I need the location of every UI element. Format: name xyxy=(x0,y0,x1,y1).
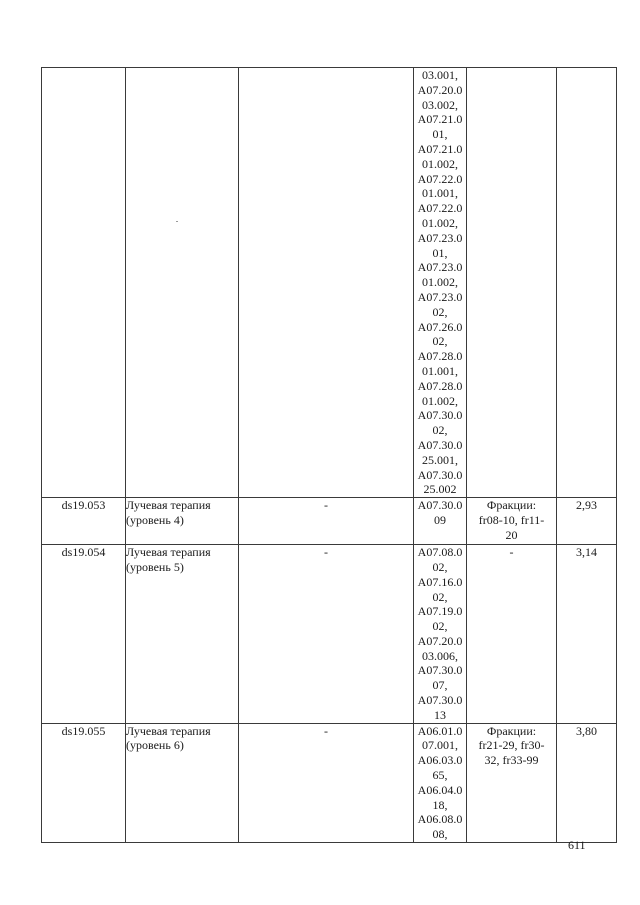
cell-coefficient: 2,93 xyxy=(557,498,617,545)
cell-services: A06.01.0 07.001, A06.03.0 65, A06.04.0 18, A06.08.0 08, xyxy=(414,723,467,842)
table-row xyxy=(42,498,617,545)
cell-name: Лучевая терапия (уровень 4) xyxy=(126,498,239,545)
table-row xyxy=(42,68,617,498)
cell-name: Лучевая терапия (уровень 5) xyxy=(126,545,239,724)
tariff-table xyxy=(41,67,617,843)
cell-dash: - xyxy=(239,545,414,724)
cell-coefficient: 3,14 xyxy=(557,545,617,724)
cell-criteria: Фракции: fr21-29, fr30- 32, fr33-99 xyxy=(467,723,557,842)
cell-services: A07.08.0 02, A07.16.0 02, A07.19.0 02, A07.20.0 03.006, A07.30.0 07, A07.30.0 13 xyxy=(414,545,467,724)
cell-services: A07.30.0 09 xyxy=(414,498,467,545)
cell-code: ds19.054 xyxy=(42,545,126,724)
cell-dash: - xyxy=(239,723,414,842)
scan-speck xyxy=(176,221,178,222)
cell-code: ds19.053 xyxy=(42,498,126,545)
cell-code: ds19.055 xyxy=(42,723,126,842)
cell-code xyxy=(42,68,126,498)
cell-name xyxy=(126,68,239,498)
cell-coefficient: 3,80 xyxy=(557,723,617,842)
cell-criteria: Фракции: fr08-10, fr11- 20 xyxy=(467,498,557,545)
cell-coefficient xyxy=(557,68,617,498)
cell-dash: - xyxy=(239,498,414,545)
cell-services: 03.001, A07.20.0 03.002, A07.21.0 01, A07.21.0 01.002, A07.22.0 01.001, A07.22.0 01.002, A07.23.0 01, A07.23.0 01.002, A07.23.0 02, A07.26.0 02, A07.28.0 01.001, A07.28.0 01.002, A07.30.0 02, A07.30.0 25.001, A07.30.0 25.002 xyxy=(414,68,467,498)
cell-criteria: - xyxy=(467,545,557,724)
table-row xyxy=(42,723,617,842)
table-row xyxy=(42,545,617,724)
page-number: 611 xyxy=(568,838,586,852)
cell-criteria xyxy=(467,68,557,498)
cell-name: Лучевая терапия (уровень 6) xyxy=(126,723,239,842)
cell-dash xyxy=(239,68,414,498)
